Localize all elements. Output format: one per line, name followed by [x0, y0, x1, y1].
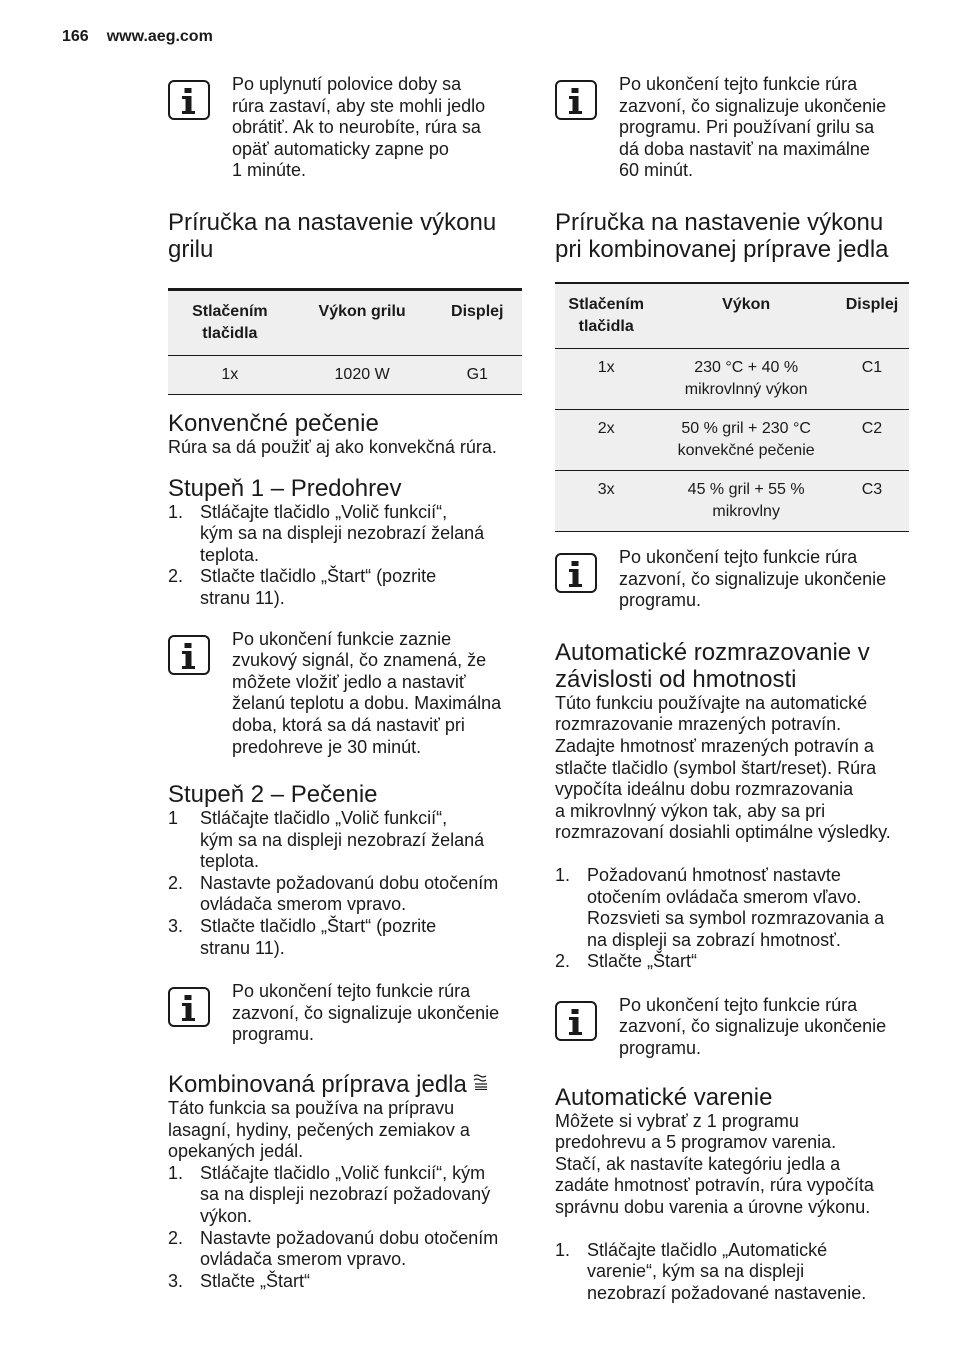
text-line: 230 °C + 40 % — [694, 358, 799, 376]
text-line: Stlačte tlačidlo „Štart“ (pozrite — [200, 566, 437, 587]
text-line: zazvoní, čo signalizuje ukončenie — [232, 1002, 500, 1023]
text-line: tlačidla — [202, 324, 258, 342]
table-header-cell — [433, 289, 523, 355]
text-line: výkon. — [200, 1206, 253, 1226]
section-text — [555, 693, 909, 844]
list-number: 3. — [168, 1270, 184, 1291]
text-line: mikrovlnný výkon — [684, 380, 808, 398]
text-line: nezobrazí požadované nastavenie. — [587, 1282, 867, 1303]
info-icon — [555, 80, 597, 120]
list-item — [555, 1240, 909, 1305]
text-line: doba, ktorá sa dá nastaviť pri — [232, 714, 465, 735]
list-item — [168, 1271, 522, 1293]
note-text — [232, 629, 522, 759]
info-note — [168, 74, 522, 182]
text-line: a mikrovlnný výkon tak, aby sa pri — [555, 800, 826, 821]
list-item — [168, 1228, 522, 1271]
text-line: Displej — [845, 295, 899, 313]
website: www.aeg.com — [106, 28, 213, 45]
section-heading: Konvenčné pečenie — [168, 409, 379, 437]
note-text — [619, 74, 909, 182]
text-line: pri kombinovanej príprave jedla — [555, 235, 889, 263]
text-line: stranu 11). — [200, 937, 285, 958]
text-line: zazvoní, čo signalizuje ukončenie — [619, 95, 887, 116]
note-text — [232, 981, 522, 1046]
text-line: zazvoní, čo signalizuje ukončenie — [619, 568, 887, 589]
section-heading: Stupeň 2 – Pečenie — [168, 781, 378, 809]
text-line: Stláčajte tlačidlo „Automatické — [587, 1239, 828, 1260]
text-line: Túto funkciu používajte na automatické — [555, 692, 868, 713]
list-item — [555, 951, 909, 973]
page-header — [62, 28, 213, 46]
combi-cooking-icon — [473, 1069, 489, 1096]
text-line: Táto funkcia sa používa na prípravu — [168, 1098, 455, 1119]
step-list — [168, 502, 522, 610]
text-line: Automatické rozmrazovanie v — [555, 638, 870, 666]
text-line: správnu dobu varenia a úrovne výkonu. — [555, 1197, 871, 1218]
table-cell: 3x — [555, 470, 657, 531]
text-line: sa na displeji nezobrazí požadovaný — [200, 1184, 491, 1205]
text-line: želanú teplotu a dobu. Maximálna — [232, 693, 502, 714]
text-line: Výkon grilu — [318, 302, 406, 320]
text-line: rúra zastaví, aby ste mohli jedlo — [232, 95, 486, 116]
text-line: opäť automaticky zapne po — [232, 138, 449, 159]
text-line: predohrevu a 5 programov varenia. — [555, 1132, 837, 1153]
text-line: môžete vložiť jedlo a nastaviť — [232, 671, 466, 692]
table-cell: C2 — [835, 409, 909, 470]
text-line: Výkon — [722, 295, 771, 313]
list-item — [168, 873, 522, 916]
text-line: Po ukončení tejto funkcie rúra — [232, 981, 471, 1002]
info-note — [168, 981, 522, 1046]
text-line: rozmrazovanie mrazených potravín. — [555, 714, 842, 735]
text-line: varenie“, kým sa na displeji — [587, 1261, 805, 1282]
text-line: závislosti od hmotnosti — [555, 665, 797, 693]
table-row — [555, 409, 909, 470]
info-note — [555, 547, 909, 612]
list-number: 2. — [168, 566, 184, 587]
step-list — [168, 808, 522, 959]
section-heading — [168, 1069, 522, 1098]
info-icon — [168, 80, 210, 120]
text-line: Rozsvieti sa symbol rozmrazovania a — [587, 908, 885, 929]
section-heading: Automatické varenie — [555, 1083, 773, 1111]
section-text: Rúra sa dá použiť aj ako konvekčná rúra. — [168, 436, 497, 457]
text-line: kým sa na displeji nezobrazí želaná — [200, 829, 485, 850]
note-text — [232, 74, 522, 182]
text-line: Stlačením — [568, 295, 644, 313]
text-line: ovládača smerom vpravo. — [200, 894, 407, 915]
info-note — [555, 995, 909, 1060]
list-number: 2. — [168, 1227, 184, 1248]
text-line: Po uplynutí polovice doby sa — [232, 74, 462, 94]
text-line: Po ukončení tejto funkcie rúra — [619, 74, 858, 94]
table-row — [555, 470, 909, 531]
text-line: teplota. — [200, 851, 260, 872]
table-row — [555, 348, 909, 409]
text-line: zazvoní, čo signalizuje ukončenie — [619, 1016, 887, 1037]
list-item — [168, 566, 522, 609]
table-header-cell — [835, 283, 909, 349]
table-cell: 1x — [168, 355, 292, 394]
info-icon — [168, 987, 210, 1027]
list-number: 1. — [168, 501, 184, 522]
table-cell — [657, 470, 835, 531]
note-text — [619, 995, 909, 1060]
list-item — [168, 916, 522, 959]
table-header-cell — [292, 289, 433, 355]
table-row — [168, 355, 522, 394]
info-icon — [555, 553, 597, 593]
text-line: programu. — [232, 1024, 315, 1045]
text-line: stlačte tlačidlo (symbol štart/reset). Rúra — [555, 757, 877, 778]
text-line: rozmrazovaní dosiahli optimálne výsledky. — [555, 822, 891, 843]
text-line: Stlačením — [192, 302, 268, 320]
table-cell: 1x — [555, 348, 657, 409]
table-header-cell — [555, 283, 657, 349]
section-heading — [555, 209, 909, 263]
text-line: lasagní, hydiny, pečených zemiakov a — [168, 1119, 470, 1140]
list-item — [555, 865, 909, 951]
text-line: stranu 11). — [200, 587, 285, 608]
text-line: otočením ovládača smerom vľavo. — [587, 886, 862, 907]
text-line: Stlačte „Štart“ — [200, 1270, 311, 1291]
table-cell: 1020 W — [292, 355, 433, 394]
text-line: Po ukončení tejto funkcie rúra — [619, 546, 858, 567]
grill-power-table — [168, 288, 522, 395]
step-list — [168, 1163, 522, 1293]
text-line: kým sa na displeji nezobrazí želaná — [200, 523, 485, 544]
text-line: Požadovanú hmotnosť nastavte — [587, 864, 841, 885]
section-heading — [555, 639, 909, 693]
list-number: 3. — [168, 916, 184, 937]
list-number: 1. — [168, 1162, 184, 1183]
text-line: zvukový signál, čo znamená, že — [232, 650, 487, 671]
text-line: programu. Pri používaní grilu sa — [619, 117, 875, 138]
table-cell: C1 — [835, 348, 909, 409]
list-number: 1. — [555, 1239, 571, 1260]
text-line: Po ukončení tejto funkcie rúra — [619, 994, 858, 1015]
text-line: Displej — [451, 302, 504, 320]
text-line: Zadajte hmotnosť mrazených potravín a — [555, 735, 874, 756]
table-cell — [657, 348, 835, 409]
text-line: ovládača smerom vpravo. — [200, 1249, 407, 1270]
text-line: Nastavte požadovanú dobu otočením — [200, 872, 499, 893]
step-list — [555, 1240, 909, 1305]
combo-power-table — [555, 282, 909, 532]
text-line: Stačí, ak nastavíte kategóriu jedla a — [555, 1153, 841, 1174]
list-number: 1. — [555, 864, 571, 885]
text-line: 60 minút. — [619, 160, 694, 181]
section-heading — [168, 209, 522, 263]
info-icon — [555, 1001, 597, 1041]
table-header-cell — [657, 283, 835, 349]
list-number: 2. — [555, 951, 571, 972]
text-line: obrátiť. Ak to neurobíte, rúra sa — [232, 117, 481, 138]
combo-heading-text: Kombinovaná príprava jedla — [168, 1071, 467, 1099]
text-line: Príručka na nastavenie výkonu — [555, 208, 884, 236]
list-item — [168, 502, 522, 567]
text-line: Stlačte „Štart“ — [587, 951, 698, 972]
text-line: konvekčné pečenie — [677, 441, 815, 459]
text-line: Príručka na nastavenie výkonu — [168, 208, 497, 236]
note-text — [619, 547, 909, 612]
text-line: programu. — [619, 590, 702, 611]
text-line: Nastavte požadovanú dobu otočením — [200, 1227, 499, 1248]
text-line: Môžete si vybrať z 1 programu — [555, 1110, 799, 1131]
list-number: 2. — [168, 872, 184, 893]
text-line: Stláčajte tlačidlo „Volič funkcií“, — [200, 808, 448, 829]
text-line: programu. — [619, 1038, 702, 1059]
text-line: opekaných jedál. — [168, 1141, 304, 1162]
list-item — [168, 808, 522, 873]
section-heading: Stupeň 1 – Predohrev — [168, 474, 402, 502]
section-text — [555, 1111, 909, 1219]
list-number: 1 — [168, 808, 179, 829]
info-note — [555, 74, 909, 182]
list-item — [168, 1163, 522, 1228]
table-cell: C3 — [835, 470, 909, 531]
text-line: 50 % gril + 230 °C — [681, 419, 811, 437]
text-line: Stláčajte tlačidlo „Volič funkcií“, kým — [200, 1162, 486, 1183]
text-line: zadáte hmotnosť potravín, rúra vypočíta — [555, 1175, 874, 1196]
text-line: Stlačte tlačidlo „Štart“ (pozrite — [200, 916, 437, 937]
info-note — [168, 629, 522, 759]
table-cell — [657, 409, 835, 470]
table-cell: G1 — [433, 355, 523, 394]
text-line: Stláčajte tlačidlo „Volič funkcií“, — [200, 501, 448, 522]
text-line: Po ukončení funkcie zaznie — [232, 628, 452, 649]
text-line: grilu — [168, 235, 214, 263]
text-line: na displeji sa zobrazí hmotnosť. — [587, 929, 841, 950]
section-text — [168, 1098, 522, 1163]
text-line: 45 % gril + 55 % — [687, 480, 805, 498]
text-line: vypočíta ideálnu dobu rozmrazovania — [555, 779, 854, 800]
text-line: teplota. — [200, 544, 260, 565]
right-column — [555, 72, 909, 1304]
text-line: 1 minúte. — [232, 160, 307, 181]
text-line: mikrovlny — [712, 502, 780, 520]
table-cell: 2x — [555, 409, 657, 470]
info-icon — [168, 635, 210, 675]
page-number: 166 — [62, 28, 89, 45]
step-list — [555, 865, 909, 973]
text-line: dá doba nastaviť na maximálne — [619, 138, 870, 159]
left-column — [168, 72, 522, 1292]
text-line: predohreve je 30 minút. — [232, 736, 422, 757]
text-line: tlačidla — [578, 317, 634, 335]
table-header-cell — [168, 289, 292, 355]
